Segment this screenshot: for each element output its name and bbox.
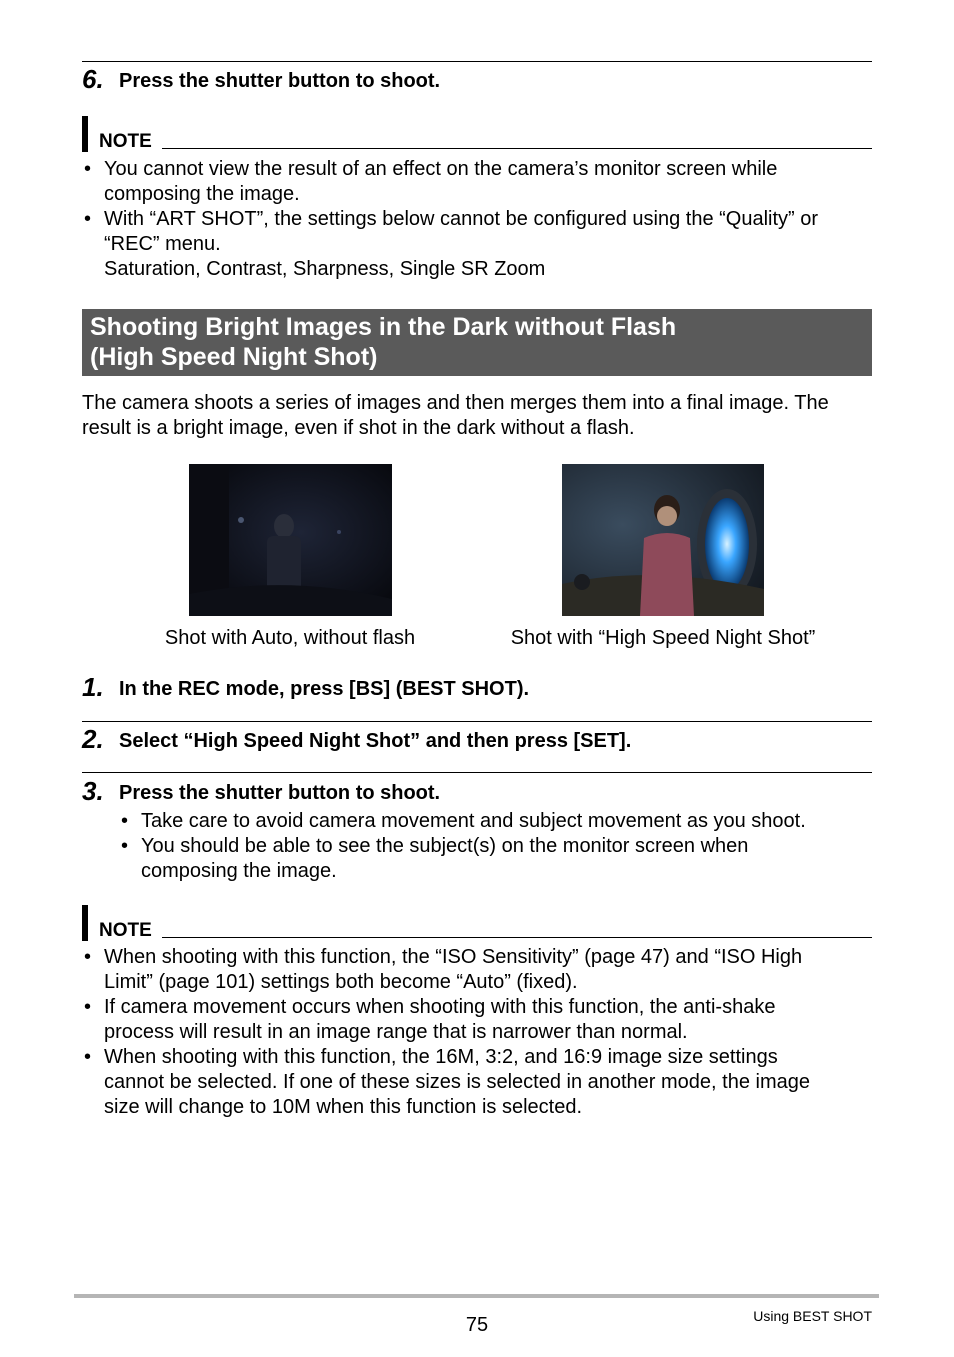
note-2-label: NOTE <box>99 920 152 941</box>
step-1-text: In the REC mode, press [BS] (BEST SHOT). <box>119 678 530 700</box>
step-divider <box>82 721 872 722</box>
bullet-dot: • <box>84 208 92 230</box>
photo-night-shot-image <box>562 464 764 616</box>
note-1-label: NOTE <box>99 131 152 152</box>
list-item: • When shooting with this function, the 16M, 3:2, and 16:9 image size settings cannot be selected. If one of these sizes is selected in another mode, the image size will change to 10M when this function is selected. <box>84 1046 810 1118</box>
photo-high-speed-night-shot <box>562 464 764 616</box>
note-2-bar <box>82 905 88 941</box>
step-6-text: Press the shutter button to shoot. <box>119 70 441 92</box>
bullet-dot: • <box>121 810 129 832</box>
list-item: • If camera movement occurs when shooting with this function, the anti-shake process will result in an image range that is narrower than normal. <box>84 996 776 1043</box>
note-1-line <box>162 148 872 149</box>
top-rule <box>82 61 872 62</box>
list-item: • Take care to avoid camera movement and subject movement as you shoot. <box>121 810 806 832</box>
list-item: • With “ART SHOT”, the settings below cannot be configured using the “Quality” or “REC” menu. Saturation, Contrast, Sharpness, Single SR Zoom <box>84 208 819 280</box>
step-2-text: Select “High Speed Night Shot” and then press [SET]. <box>119 730 632 752</box>
footer-rule <box>74 1294 879 1298</box>
section-title: Shooting Bright Images in the Dark without Flash (High Speed Night Shot) <box>90 313 677 371</box>
step-3-text: Press the shutter button to shoot. <box>119 782 441 804</box>
note-2-line <box>162 937 872 938</box>
step-3-number: 3. <box>82 776 104 806</box>
section-banner <box>82 309 872 376</box>
note-1-bar <box>82 116 88 152</box>
bullet-dot: • <box>121 835 129 857</box>
list-item: • You should be able to see the subject(s) on the monitor screen when composing the image. <box>121 835 749 882</box>
caption-night-shot: Shot with “High Speed Night Shot” <box>510 627 816 649</box>
bullet-dot: • <box>84 996 92 1018</box>
section-intro: The camera shoots a series of images and then merges them into a final image. The result is a bright image, even if shot in the dark without a flash. <box>82 392 829 439</box>
step-divider <box>82 772 872 773</box>
caption-auto: Shot with Auto, without flash <box>164 627 416 649</box>
photo-auto-without-flash <box>189 464 392 616</box>
footer-section-name: Using BEST SHOT <box>753 1308 872 1324</box>
note-2-list <box>82 945 872 1120</box>
step-1-number: 1. <box>82 672 104 702</box>
bullet-dot: • <box>84 946 92 968</box>
page-number: 75 <box>465 1314 489 1336</box>
bullet-dot: • <box>84 1046 92 1068</box>
step-3-list <box>119 809 879 884</box>
bullet-dot: • <box>84 158 92 180</box>
list-item: • You cannot view the result of an effect on the camera’s monitor screen while composing the image. <box>84 158 778 205</box>
note-1-list <box>82 157 872 282</box>
photo-auto-image <box>189 464 392 616</box>
step-6-number: 6. <box>82 64 104 94</box>
list-item: • When shooting with this function, the “ISO Sensitivity” (page 47) and “ISO High Limit” (page 101) settings both become “Auto” (fixed). <box>84 946 803 993</box>
step-2-number: 2. <box>82 724 104 754</box>
